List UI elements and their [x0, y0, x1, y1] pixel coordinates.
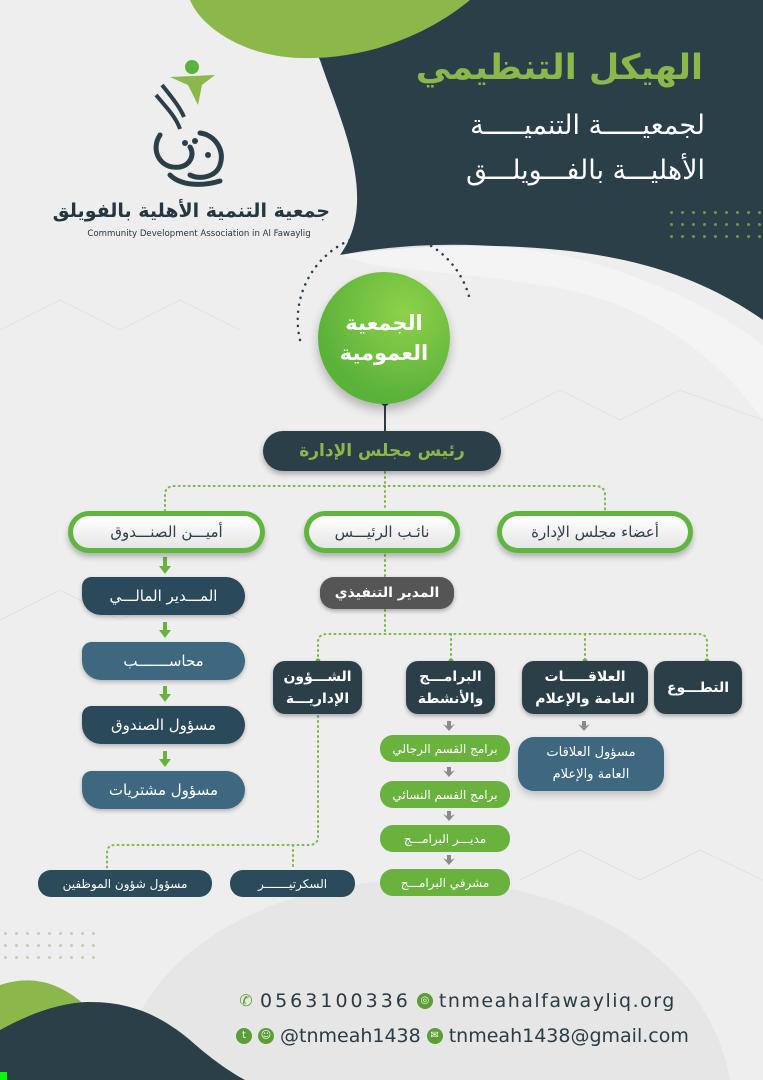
secretary-node[interactable]: السكرتيـــــــر — [230, 870, 355, 897]
contact-row-2 — [236, 1025, 689, 1047]
administrative-line1: الشـــؤون — [283, 668, 352, 685]
treasurer-node[interactable] — [68, 511, 265, 553]
footer-gray-shape — [120, 880, 730, 1080]
general-assembly-node[interactable] — [318, 272, 450, 404]
page-title: الهيكل التنظيمي — [415, 48, 703, 88]
vice-chairman-label: نائـب الرئيـــس — [309, 516, 455, 548]
board-members-node[interactable] — [497, 511, 693, 553]
email-icon: ✉ — [427, 1028, 443, 1044]
programs-supervisors-node[interactable]: مشرفي البرامـــج — [380, 869, 510, 896]
cashier-node[interactable]: مسؤول الصندوق — [82, 706, 245, 744]
executive-director-node[interactable]: المدير التنفيذي — [320, 577, 454, 609]
vice-chairman-node[interactable] — [304, 511, 460, 553]
accountant-node[interactable]: محاســـــــب — [82, 642, 245, 680]
pr-officer-line2: العامة والإعلام — [552, 767, 630, 782]
general-assembly-line2: العمومية — [339, 341, 429, 365]
footer-dots — [4, 932, 103, 959]
programs-line1: البرامـــج — [419, 668, 482, 685]
treasurer-label: أميـــن الصنـــدوق — [73, 516, 260, 548]
pr-officer-line1: مسؤول العلاقات — [546, 745, 636, 760]
men-programs-node[interactable]: برامج القسم الرجالي — [380, 735, 510, 762]
phone-number[interactable]: 0563100336 — [260, 990, 411, 1012]
organization-name-english: Community Development Association in Al Fawaylig — [87, 229, 311, 239]
phone-icon: ✆ — [239, 991, 253, 1010]
public-relations-dept-node[interactable] — [522, 661, 648, 714]
pr-officer-node[interactable] — [518, 737, 664, 791]
globe-icon: ◎ — [417, 993, 433, 1009]
chairman-node[interactable]: رئيس مجلس الإدارة — [263, 431, 501, 471]
hr-officer-node[interactable]: مسؤول شؤون الموظفين — [38, 870, 212, 897]
organization-name-arabic: جمعية التنمية الأهلية بالفويلق — [52, 200, 330, 222]
social-handle[interactable]: @tnmeah1438 — [280, 1025, 421, 1047]
twitter-icon: t — [236, 1028, 252, 1044]
programs-line2: والأنشطة — [417, 690, 484, 707]
programs-manager-node[interactable]: مديـــر البرامـــج — [380, 825, 510, 852]
contact-row-1 — [238, 990, 676, 1012]
snapchat-icon: ☺ — [258, 1028, 274, 1044]
administrative-line2: الإداريـــة — [285, 690, 350, 707]
website-link[interactable]: tnmeahalfawayliq.org — [438, 990, 676, 1012]
finance-manager-node[interactable]: المـــدير المالـــي — [82, 577, 245, 615]
general-assembly-line1: الجمعية — [345, 311, 423, 335]
board-members-label: أعضاء مجلس الإدارة — [502, 516, 688, 548]
organization-logo — [140, 55, 250, 195]
public-relations-line1: العلاقـــــات — [544, 668, 626, 685]
connector-dots — [316, 659, 710, 664]
purchasing-officer-node[interactable]: مسؤول مشتريات — [82, 771, 245, 809]
header-dots — [670, 211, 763, 238]
programs-dept-node[interactable] — [406, 661, 495, 714]
email-link[interactable]: tnmeah1438@gmail.com — [448, 1025, 689, 1047]
page-subtitle-line1: لجمعيـــــة التنميـــــة — [470, 110, 705, 141]
volunteering-dept-node[interactable]: التطـــوع — [654, 661, 742, 714]
women-programs-node[interactable]: برامج القسم النسائي — [380, 781, 510, 808]
public-relations-line2: العامة والإعلام — [535, 690, 635, 707]
page-subtitle-line2: الأهليـــة بالفـــويلـــق — [465, 155, 705, 186]
administrative-dept-node[interactable] — [273, 661, 362, 714]
